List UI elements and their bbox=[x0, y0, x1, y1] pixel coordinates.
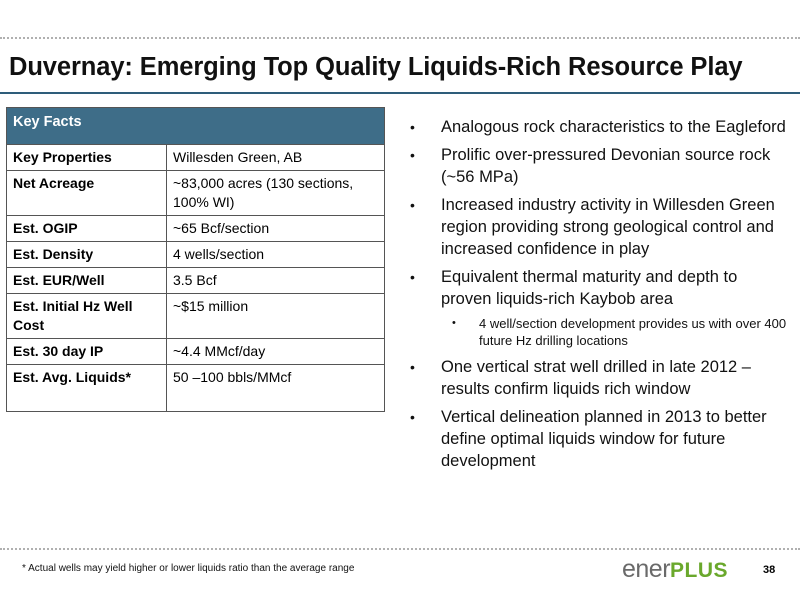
title-underline bbox=[0, 92, 800, 94]
row-key: Est. Initial Hz Well Cost bbox=[7, 294, 167, 339]
table-row bbox=[7, 145, 385, 171]
row-value: ~4.4 MMcf/day bbox=[167, 339, 385, 365]
bullet-item bbox=[407, 194, 792, 260]
row-value: ~65 Bcf/section bbox=[167, 216, 385, 242]
row-key: Est. Density bbox=[7, 242, 167, 268]
row-value: ~83,000 acres (130 sections, 100% WI) bbox=[167, 171, 385, 216]
bullet-text: 4 well/section development provides us with over 400 future Hz drilling locations bbox=[479, 316, 787, 348]
bullet-list bbox=[407, 116, 792, 478]
bullet-icon: • bbox=[410, 359, 415, 375]
logo-part-plus: PLUS bbox=[670, 559, 729, 582]
top-divider bbox=[0, 37, 800, 39]
bullet-icon: • bbox=[410, 197, 415, 213]
table-row bbox=[7, 268, 385, 294]
page-number: 38 bbox=[763, 564, 776, 576]
bullet-item bbox=[407, 356, 792, 400]
row-key: Est. 30 day IP bbox=[7, 339, 167, 365]
bullet-text: Analogous rock characteristics to the Eagleford bbox=[441, 118, 786, 136]
bullet-icon: • bbox=[410, 409, 415, 425]
slide-title: Duvernay: Emerging Top Quality Liquids-Rich Resource Play bbox=[9, 53, 743, 81]
enerplus-logo bbox=[622, 555, 728, 584]
row-key: Est. OGIP bbox=[7, 216, 167, 242]
bullet-text: Equivalent thermal maturity and depth to proven liquids-rich Kaybob area bbox=[441, 268, 738, 308]
row-value: 3.5 Bcf bbox=[167, 268, 385, 294]
row-key: Est. EUR/Well bbox=[7, 268, 167, 294]
table-row bbox=[7, 216, 385, 242]
table-row bbox=[7, 365, 385, 412]
bullet-item bbox=[407, 144, 792, 188]
row-key: Key Properties bbox=[7, 145, 167, 171]
row-value: Willesden Green, AB bbox=[167, 145, 385, 171]
bullet-icon: • bbox=[410, 147, 415, 163]
table-header: Key Facts bbox=[7, 108, 385, 145]
row-key: Net Acreage bbox=[7, 171, 167, 216]
row-value: 50 –100 bbls/MMcf bbox=[167, 365, 385, 412]
bottom-divider bbox=[0, 548, 800, 550]
row-value: 4 wells/section bbox=[167, 242, 385, 268]
logo-part-ener: ener bbox=[622, 555, 671, 583]
bullet-item bbox=[407, 406, 792, 472]
bullet-icon: • bbox=[410, 119, 415, 135]
table-row bbox=[7, 339, 385, 365]
row-key: Est. Avg. Liquids* bbox=[7, 365, 167, 412]
row-value: ~$15 million bbox=[167, 294, 385, 339]
bullet-text: Prolific over-pressured Devonian source rock (~56 MPa) bbox=[441, 146, 771, 186]
sub-bullet-item bbox=[407, 315, 792, 349]
bullet-item bbox=[407, 266, 792, 310]
table-row bbox=[7, 294, 385, 339]
bullet-icon: • bbox=[452, 317, 456, 329]
table-row bbox=[7, 242, 385, 268]
key-facts-table bbox=[6, 107, 385, 412]
bullet-text: Increased industry activity in Willesden Green region providing strong geological control and increased confidence in play bbox=[441, 196, 775, 258]
bullet-text: One vertical strat well drilled in late 2012 – results confirm liquids rich window bbox=[441, 358, 751, 398]
bullet-text: Vertical delineation planned in 2013 to better define optimal liquids window for future development bbox=[441, 408, 767, 470]
bullet-icon: • bbox=[410, 269, 415, 285]
bullet-item bbox=[407, 116, 792, 138]
table-row bbox=[7, 171, 385, 216]
footnote: * Actual wells may yield higher or lower liquids ratio than the average range bbox=[22, 563, 355, 574]
table-header-row bbox=[7, 108, 385, 145]
